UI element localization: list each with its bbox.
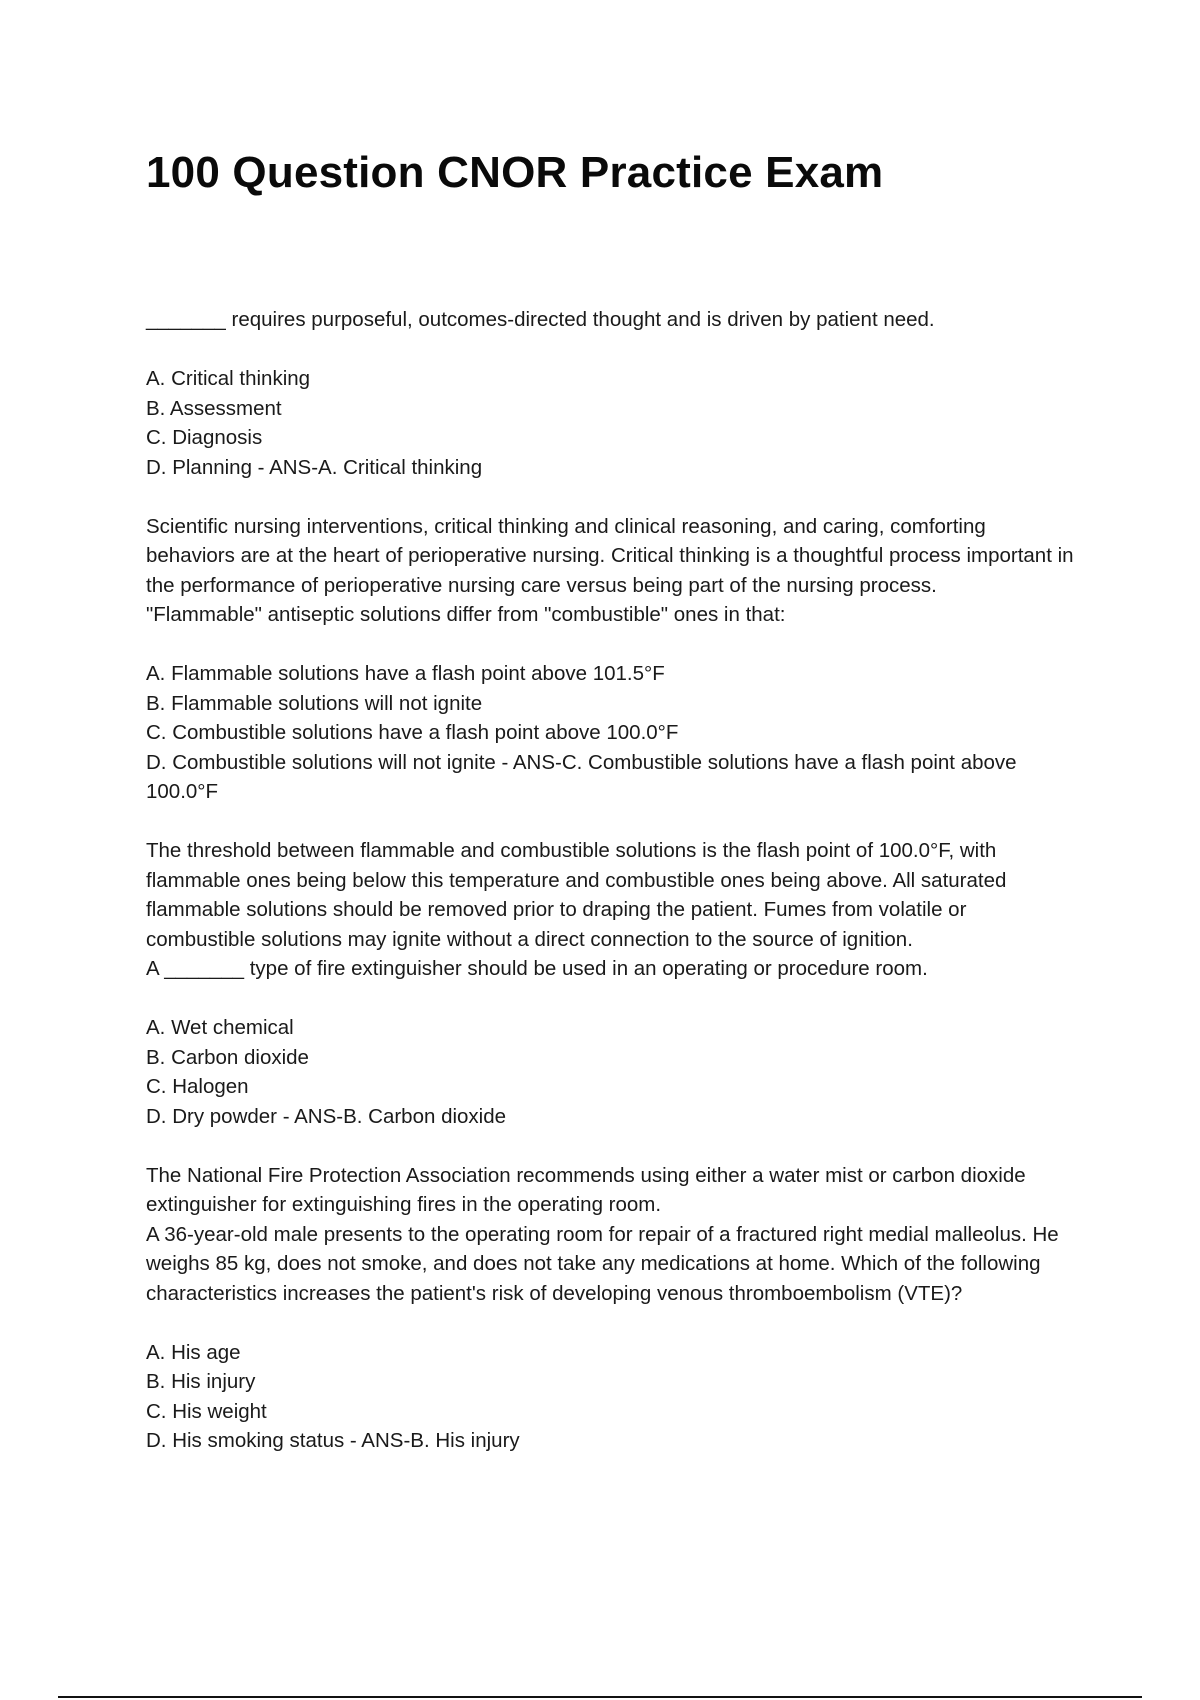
- footer-divider: [58, 1696, 1142, 1698]
- question-2-option-c: C. Combustible solutions have a flash point above 100.0°F: [146, 721, 679, 744]
- question-3-option-a: A. Wet chemical: [146, 1016, 294, 1039]
- document-body: [146, 305, 1076, 1456]
- spacer: [146, 1131, 1076, 1161]
- question-1-option-d-answer: D. Planning - ANS-A. Critical thinking: [146, 455, 483, 479]
- question-3-option-d-answer: D. Dry powder - ANS-B. Carbon dioxide: [146, 1104, 507, 1128]
- question-2-option-d-answer: D. Combustible solutions will not ignite - ANS-C. Combustible solutions have a flash point above 100.0°F: [146, 750, 1017, 803]
- question-1-stem: _______ requires purposeful, outcomes-directed thought and is driven by patient need.: [146, 308, 935, 331]
- question-2-stem: "Flammable" antiseptic solutions differ from "combustible" ones in that:: [146, 603, 786, 626]
- question-2-rationale: The threshold between flammable and combustible solutions is the flash point of 100.0°F, with flammable ones being below this temperature and combustible ones being above. All saturated flammable solutions should be removed prior to draping the patient. Fumes from volatile or combustible solutions may ignite without a direct connection to the source of ignition.: [146, 839, 1007, 951]
- spacer: [146, 482, 1076, 512]
- question-3-option-c: C. Halogen: [146, 1075, 249, 1098]
- question-4-option-d-answer: D. His smoking status - ANS-B. His injury: [146, 1429, 520, 1452]
- question-1-option-c: C. Diagnosis: [146, 426, 263, 449]
- question-2-option-b: B. Flammable solutions will not ignite: [146, 691, 483, 715]
- question-3-option-b: B. Carbon dioxide: [146, 1045, 309, 1069]
- question-4-option-a: A. His age: [146, 1340, 241, 1364]
- page-title: 100 Question CNOR Practice Exam: [146, 148, 884, 197]
- question-3-rationale: The National Fire Protection Association recommends using either a water mist or carbon dioxide extinguisher for extinguishing fires in the operating room.: [146, 1163, 1026, 1216]
- spacer: [146, 807, 1076, 837]
- spacer: [146, 1308, 1076, 1338]
- spacer: [146, 630, 1076, 660]
- spacer: [146, 335, 1076, 365]
- spacer: [146, 984, 1076, 1014]
- question-3-stem: A _______ type of fire extinguisher should be used in an operating or procedure room.: [146, 957, 928, 980]
- question-2-option-a: A. Flammable solutions have a flash point above 101.5°F: [146, 662, 665, 685]
- question-4-option-b: B. His injury: [146, 1370, 256, 1393]
- question-4-stem: A 36-year-old male presents to the operating room for repair of a fractured right medial malleolus. He weighs 85 kg, does not smoke, and does not take any medications at home. Which of the following characteristics increases the patient's risk of developing venous thromboembolism (VTE)?: [146, 1222, 1059, 1305]
- question-1-option-b: B. Assessment: [146, 396, 282, 420]
- question-4-option-c: C. His weight: [146, 1399, 267, 1423]
- question-1-rationale: Scientific nursing interventions, critical thinking and clinical reasoning, and caring, comforting behaviors are at the heart of perioperative nursing. Critical thinking is a thoughtful process important in the performance of perioperative nursing care versus being part of the nursing process.: [146, 514, 1074, 597]
- question-1-option-a: A. Critical thinking: [146, 367, 311, 390]
